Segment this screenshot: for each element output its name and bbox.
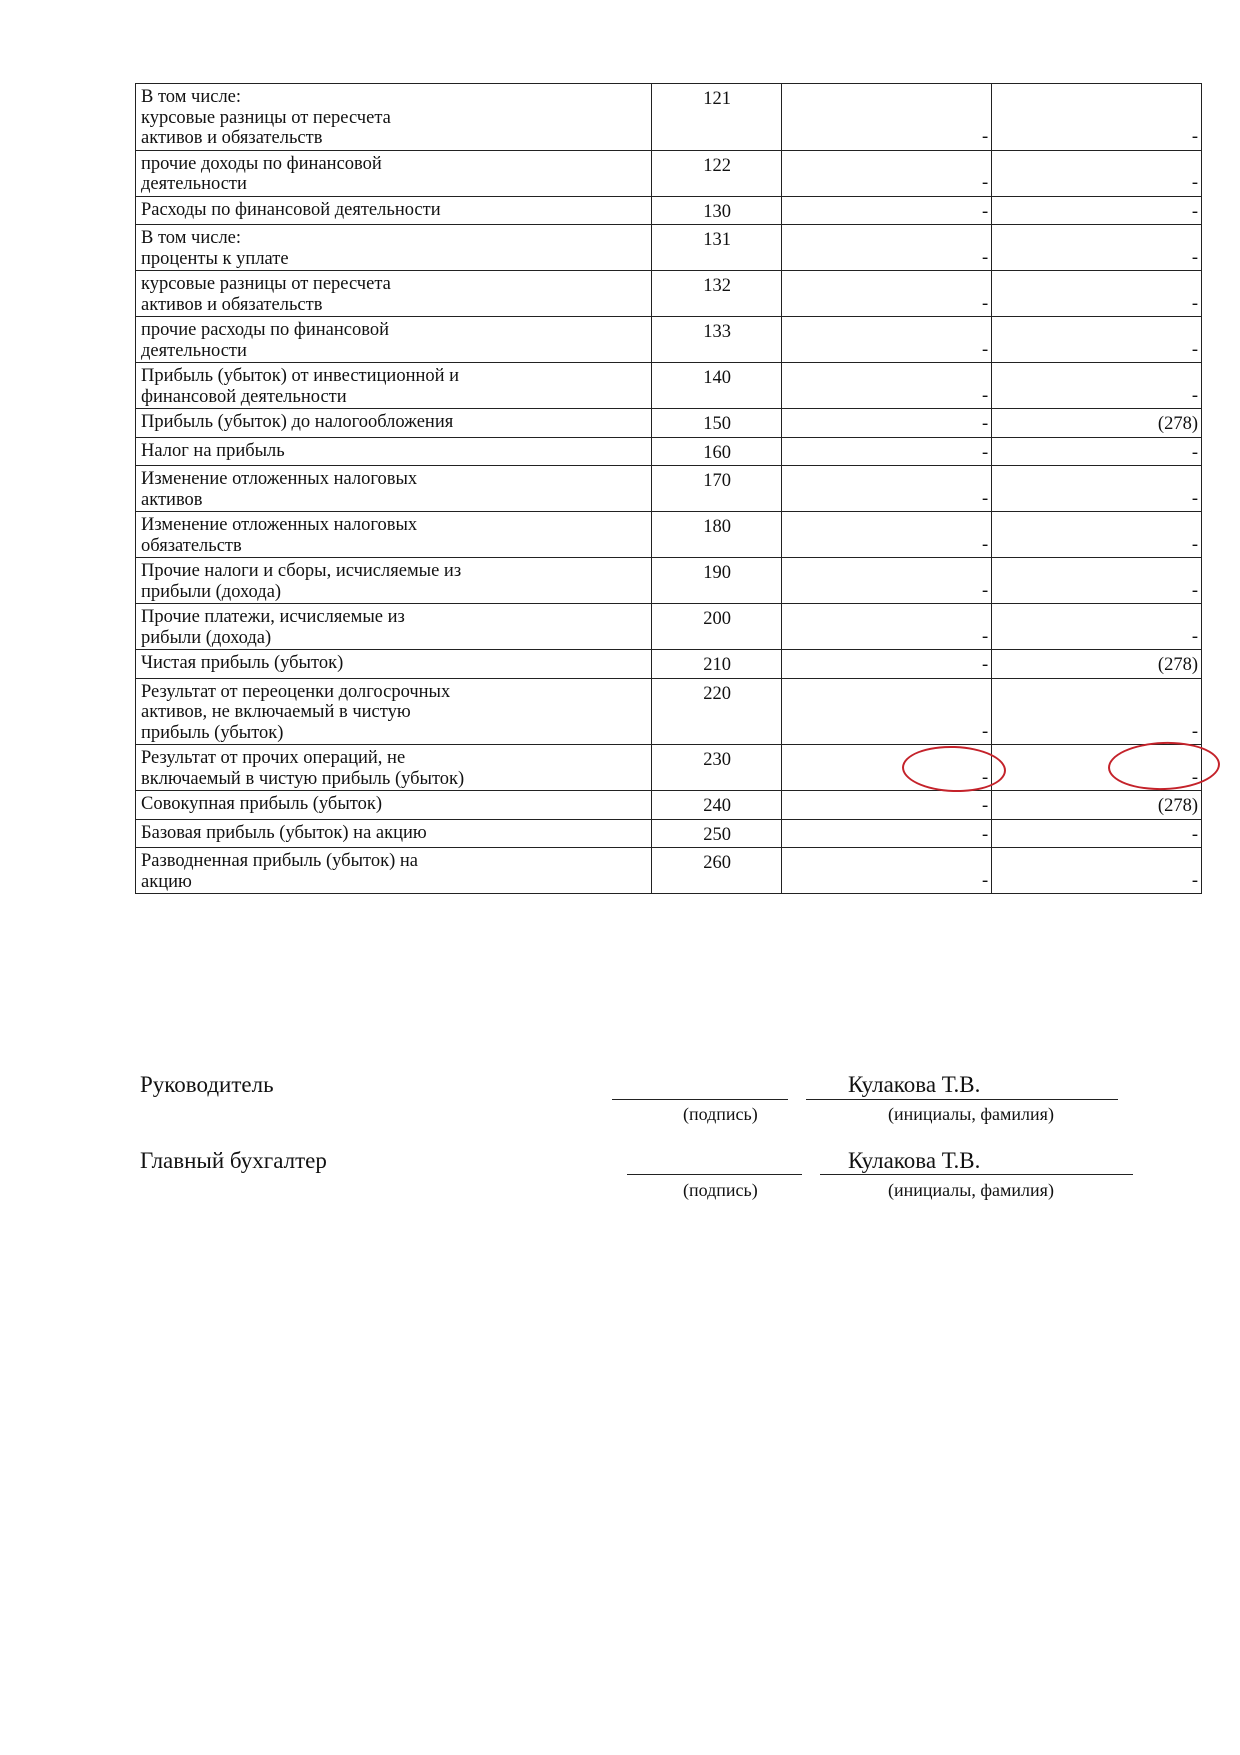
- row-label: [136, 466, 652, 512]
- row-code: 260: [651, 848, 781, 894]
- table-row: [136, 409, 1202, 438]
- row-label-line: Прибыль (убыток) от инвестиционной и: [141, 366, 460, 386]
- row-label: [136, 150, 652, 196]
- row-value-current: -: [782, 437, 992, 466]
- row-label-line: Расходы по финансовой деятельности: [141, 199, 441, 220]
- row-value-current: -: [782, 363, 992, 409]
- row-value-current: -: [782, 84, 992, 151]
- row-label-line: прибыль (убыток): [141, 722, 284, 743]
- name-line-accountant: [820, 1174, 1133, 1175]
- table-row: [136, 196, 1202, 225]
- row-value-current: -: [782, 650, 992, 679]
- row-value-previous: -: [992, 848, 1202, 894]
- row-code: 121: [651, 84, 781, 151]
- table-row: [136, 150, 1202, 196]
- row-value-current: -: [782, 512, 992, 558]
- row-code: 230: [651, 745, 781, 791]
- row-label-line: рибыли (дохода): [141, 627, 272, 648]
- report-table-body: [136, 84, 1202, 894]
- row-code: 150: [651, 409, 781, 438]
- row-label: [136, 678, 652, 745]
- row-value-previous: -: [992, 558, 1202, 604]
- signature-role-head: Руководитель: [140, 1072, 274, 1097]
- table-row: [136, 848, 1202, 894]
- signature-role-accountant: Главный бухгалтер: [140, 1148, 327, 1173]
- table-row: [136, 466, 1202, 512]
- row-label-line: В том числе:: [141, 228, 242, 248]
- row-value-previous: -: [992, 363, 1202, 409]
- row-value-current: -: [782, 745, 992, 791]
- row-code: 190: [651, 558, 781, 604]
- row-value-current: -: [782, 317, 992, 363]
- row-code: 180: [651, 512, 781, 558]
- row-label: [136, 819, 652, 848]
- row-value-previous: -: [992, 317, 1202, 363]
- row-label: [136, 512, 652, 558]
- row-code: 210: [651, 650, 781, 679]
- row-value-previous: -: [992, 271, 1202, 317]
- table-row: [136, 363, 1202, 409]
- row-code: 140: [651, 363, 781, 409]
- row-value-previous: (278): [992, 791, 1202, 820]
- row-label-line: Изменение отложенных налоговых: [141, 515, 418, 535]
- row-value-previous: -: [992, 437, 1202, 466]
- row-label-line: курсовые разницы от пересчета: [141, 107, 391, 128]
- row-value-current: -: [782, 848, 992, 894]
- row-label: [136, 604, 652, 650]
- row-value-current: -: [782, 678, 992, 745]
- signature-caption-head: (подпись): [683, 1104, 758, 1124]
- name-caption-accountant: (инициалы, фамилия): [888, 1180, 1054, 1200]
- row-label-line: Базовая прибыль (убыток) на акцию: [141, 822, 427, 843]
- row-label-line: финансовой деятельности: [141, 386, 347, 407]
- signature-name-head: Кулакова Т.В.: [848, 1072, 981, 1097]
- row-value-current: -: [782, 558, 992, 604]
- name-caption-head: (инициалы, фамилия): [888, 1104, 1054, 1124]
- row-label-line: акцию: [141, 871, 192, 892]
- row-value-current: -: [782, 225, 992, 271]
- table-row: [136, 512, 1202, 558]
- table-row: [136, 819, 1202, 848]
- table-row: [136, 558, 1202, 604]
- row-label-line: активов: [141, 489, 203, 510]
- row-label: [136, 409, 652, 438]
- row-label-line: Совокупная прибыль (убыток): [141, 794, 383, 814]
- signature-line-accountant: [627, 1174, 802, 1175]
- row-value-current: -: [782, 150, 992, 196]
- row-label: [136, 650, 652, 679]
- row-value-previous: -: [992, 604, 1202, 650]
- row-label: [136, 84, 652, 151]
- row-code: 132: [651, 271, 781, 317]
- signature-caption-accountant: (подпись): [683, 1180, 758, 1200]
- row-value-current: -: [782, 196, 992, 225]
- table-row: [136, 84, 1202, 151]
- row-label-line: Результат от переоценки долгосрочных: [141, 681, 451, 702]
- row-value-previous: (278): [992, 650, 1202, 679]
- row-value-previous: (278): [992, 409, 1202, 438]
- row-label-line: обязательств: [141, 535, 242, 556]
- row-value-previous: -: [992, 84, 1202, 151]
- row-value-previous: -: [992, 745, 1202, 791]
- row-label-line: прочие доходы по финансовой: [141, 153, 382, 174]
- row-label: [136, 225, 652, 271]
- financial-report-table: [135, 83, 1202, 894]
- row-label-line: Результат от прочих операций, не: [141, 748, 406, 768]
- row-value-current: -: [782, 409, 992, 438]
- row-code: 200: [651, 604, 781, 650]
- row-label-line: проценты к уплате: [141, 248, 289, 269]
- table-row: [136, 437, 1202, 466]
- row-value-current: -: [782, 791, 992, 820]
- row-value-current: -: [782, 604, 992, 650]
- row-label: [136, 271, 652, 317]
- row-label: [136, 791, 652, 820]
- row-code: 250: [651, 819, 781, 848]
- row-label-line: деятельности: [141, 340, 247, 361]
- row-value-previous: -: [992, 512, 1202, 558]
- row-label-line: Прочие платежи, исчисляемые из: [141, 607, 405, 627]
- row-label-line: Прочие налоги и сборы, исчисляемые из: [141, 561, 462, 581]
- signature-name-accountant: Кулакова Т.В.: [848, 1148, 981, 1173]
- row-value-previous: -: [992, 150, 1202, 196]
- row-label-line: включаемый в чистую прибыль (убыток): [141, 768, 465, 789]
- table-row: [136, 650, 1202, 679]
- row-code: 131: [651, 225, 781, 271]
- row-label: [136, 745, 652, 791]
- row-label: [136, 558, 652, 604]
- row-label-line: Изменение отложенных налоговых: [141, 469, 418, 489]
- row-label-line: Чистая прибыль (убыток): [141, 653, 344, 673]
- row-label-line: активов и обязательств: [141, 294, 323, 315]
- row-value-current: -: [782, 466, 992, 512]
- row-label-line: Прибыль (убыток) до налогообложения: [141, 412, 454, 432]
- row-label: [136, 437, 652, 466]
- row-label-line: деятельности: [141, 174, 247, 194]
- row-label: [136, 363, 652, 409]
- table-row: [136, 604, 1202, 650]
- signature-line-head: [612, 1099, 788, 1100]
- row-label-line: активов и обязательств: [141, 128, 323, 148]
- row-label-line: Разводненная прибыль (убыток) на: [141, 851, 418, 871]
- table-row: [136, 678, 1202, 745]
- table-row: [136, 271, 1202, 317]
- row-code: 220: [651, 678, 781, 745]
- name-line-head: [806, 1099, 1118, 1100]
- row-label: [136, 317, 652, 363]
- row-label-line: активов, не включаемый в чистую: [141, 702, 411, 722]
- row-value-current: -: [782, 271, 992, 317]
- row-value-previous: -: [992, 196, 1202, 225]
- row-label: [136, 848, 652, 894]
- table-row: [136, 225, 1202, 271]
- row-label-line: прочие расходы по финансовой: [141, 320, 390, 340]
- row-code: 240: [651, 791, 781, 820]
- table-row: [136, 791, 1202, 820]
- row-code: 170: [651, 466, 781, 512]
- table-row: [136, 745, 1202, 791]
- row-label-line: Налог на прибыль: [141, 440, 285, 461]
- row-code: 130: [651, 196, 781, 225]
- row-value-previous: -: [992, 819, 1202, 848]
- row-value-current: -: [782, 819, 992, 848]
- table-row: [136, 317, 1202, 363]
- row-value-previous: -: [992, 678, 1202, 745]
- row-label-line: В том числе:: [141, 87, 242, 107]
- row-label-line: курсовые разницы от пересчета: [141, 274, 391, 294]
- row-code: 160: [651, 437, 781, 466]
- row-label-line: прибыли (дохода): [141, 581, 282, 602]
- row-label: [136, 196, 652, 225]
- row-code: 133: [651, 317, 781, 363]
- row-value-previous: -: [992, 466, 1202, 512]
- row-value-previous: -: [992, 225, 1202, 271]
- row-code: 122: [651, 150, 781, 196]
